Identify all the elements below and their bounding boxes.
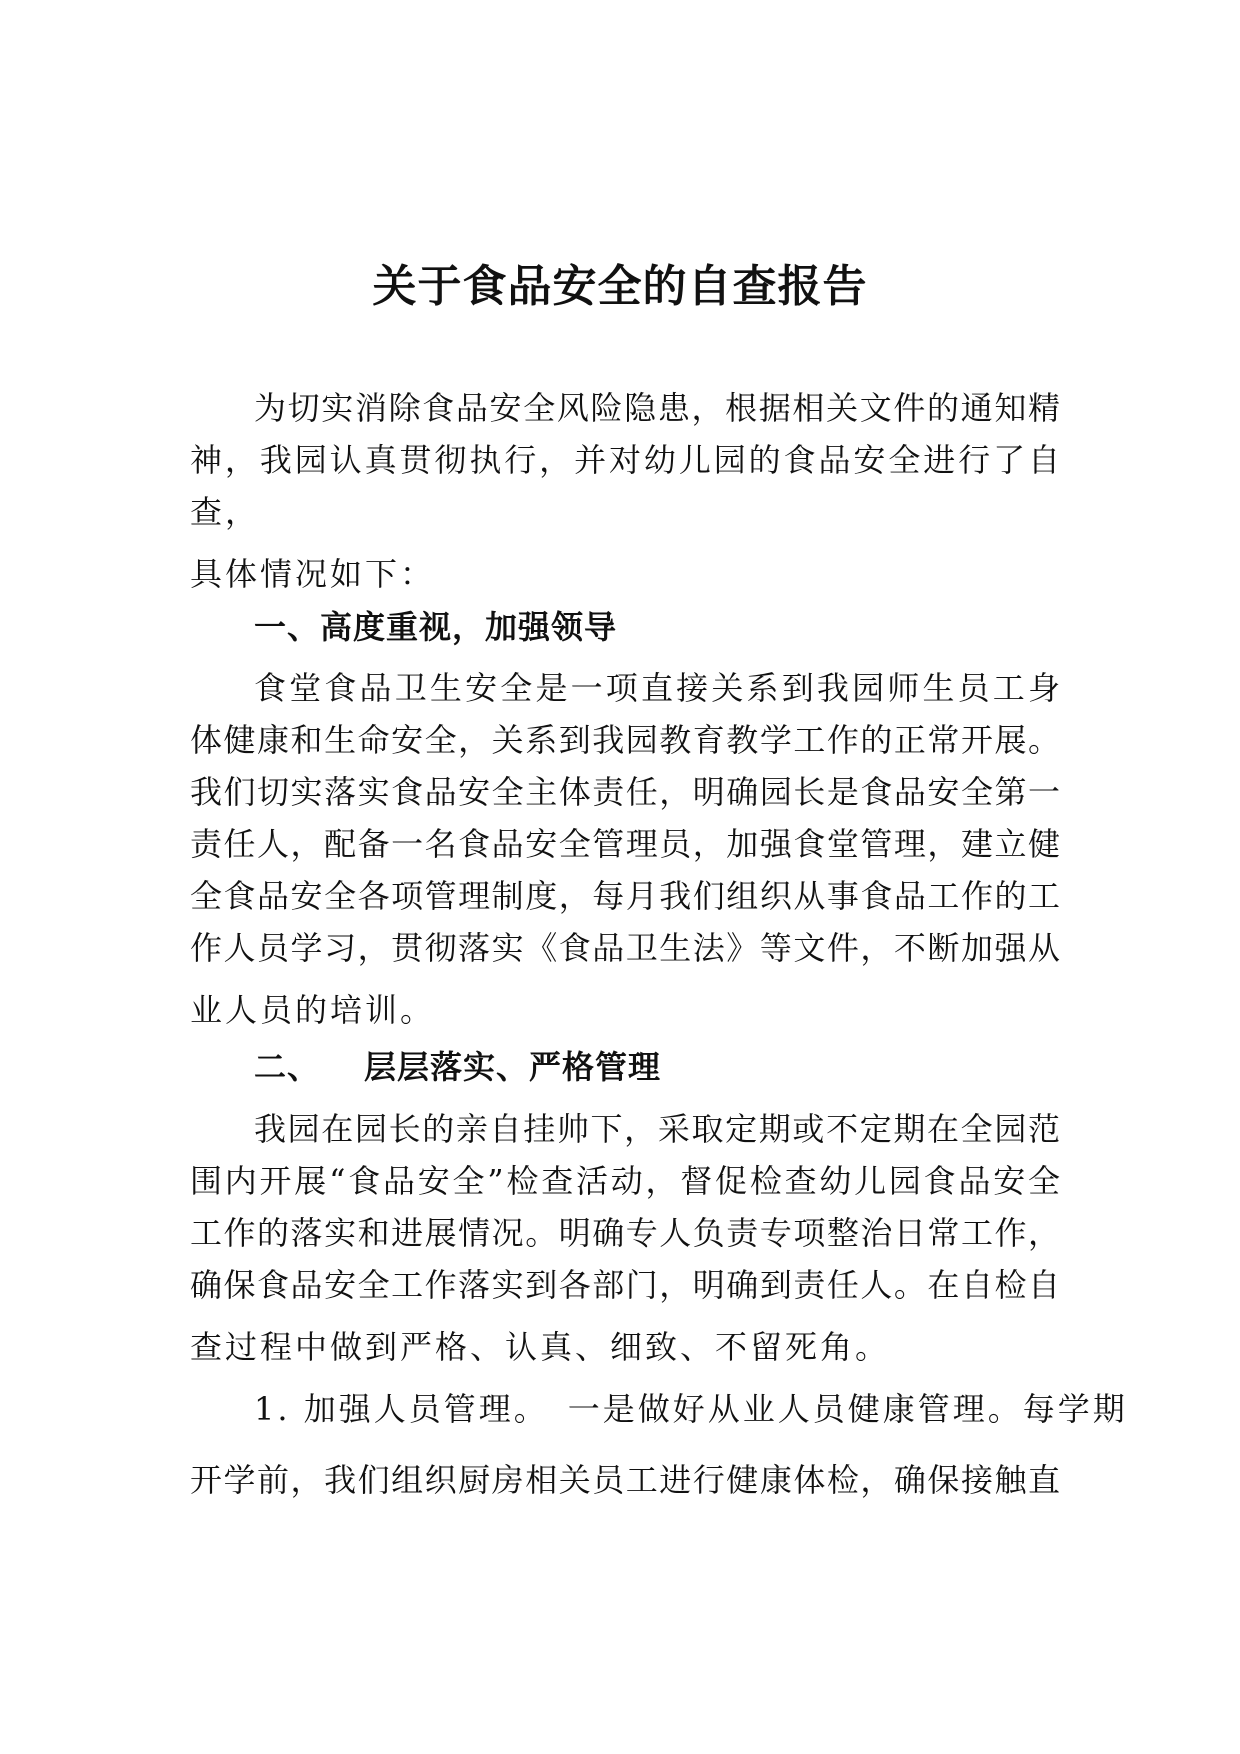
paragraph-line: 食堂食品卫生安全是一项直接关系到我园师生员工身 bbox=[254, 669, 1060, 707]
paragraph-line: 查， bbox=[190, 493, 261, 531]
paragraph-line: 1. 加强人员管理。 一是做好从业人员健康管理。每学期 bbox=[254, 1390, 1128, 1428]
paragraph-line: 工作的落实和进展情况。明确专人负责专项整治日常工作， bbox=[190, 1214, 1060, 1252]
paragraph-line: 体健康和生命安全，关系到我园教育教学工作的正常开展。 bbox=[190, 721, 1060, 759]
paragraph-line: 全食品安全各项管理制度，每月我们组织从事食品工作的工 bbox=[190, 877, 1060, 915]
paragraph-line: 作人员学习，贯彻落实《食品卫生法》等文件，不断加强从 bbox=[190, 929, 1060, 967]
paragraph-line: 具体情况如下： bbox=[190, 555, 436, 593]
paragraph-line: 业人员的培训。 bbox=[190, 991, 436, 1029]
paragraph-line: 确保食品安全工作落实到各部门，明确到责任人。在自检自 bbox=[190, 1266, 1060, 1304]
paragraph-line: 我们切实落实食品安全主体责任，明确园长是食品安全第一 bbox=[190, 773, 1060, 811]
section-heading-1: 一、高度重视，加强领导 bbox=[254, 608, 618, 646]
paragraph-line: 为切实消除食品安全风险隐患，根据相关文件的通知精 bbox=[254, 389, 1060, 427]
paragraph-line: 责任人，配备一名食品安全管理员，加强食堂管理，建立健 bbox=[190, 825, 1060, 863]
document-title: 关于食品安全的自查报告 bbox=[372, 261, 868, 312]
paragraph-line: 开学前，我们组织厨房相关员工进行健康体检，确保接触直 bbox=[190, 1461, 1060, 1499]
paragraph-line: 我园在园长的亲自挂帅下，采取定期或不定期在全园范 bbox=[254, 1110, 1060, 1148]
paragraph-line: 围内开展“食品安全”检查活动，督促检查幼儿园食品安全 bbox=[190, 1162, 1060, 1200]
paragraph-line: 神，我园认真贯彻执行，并对幼儿园的食品安全进行了自 bbox=[190, 441, 1060, 479]
paragraph-line: 查过程中做到严格、认真、细致、不留死角。 bbox=[190, 1328, 891, 1366]
section-heading-text: 层层落实、严格管理 bbox=[364, 1048, 662, 1086]
section-heading-number: 二、 bbox=[254, 1048, 321, 1086]
section-heading-2 bbox=[254, 1045, 1060, 1089]
